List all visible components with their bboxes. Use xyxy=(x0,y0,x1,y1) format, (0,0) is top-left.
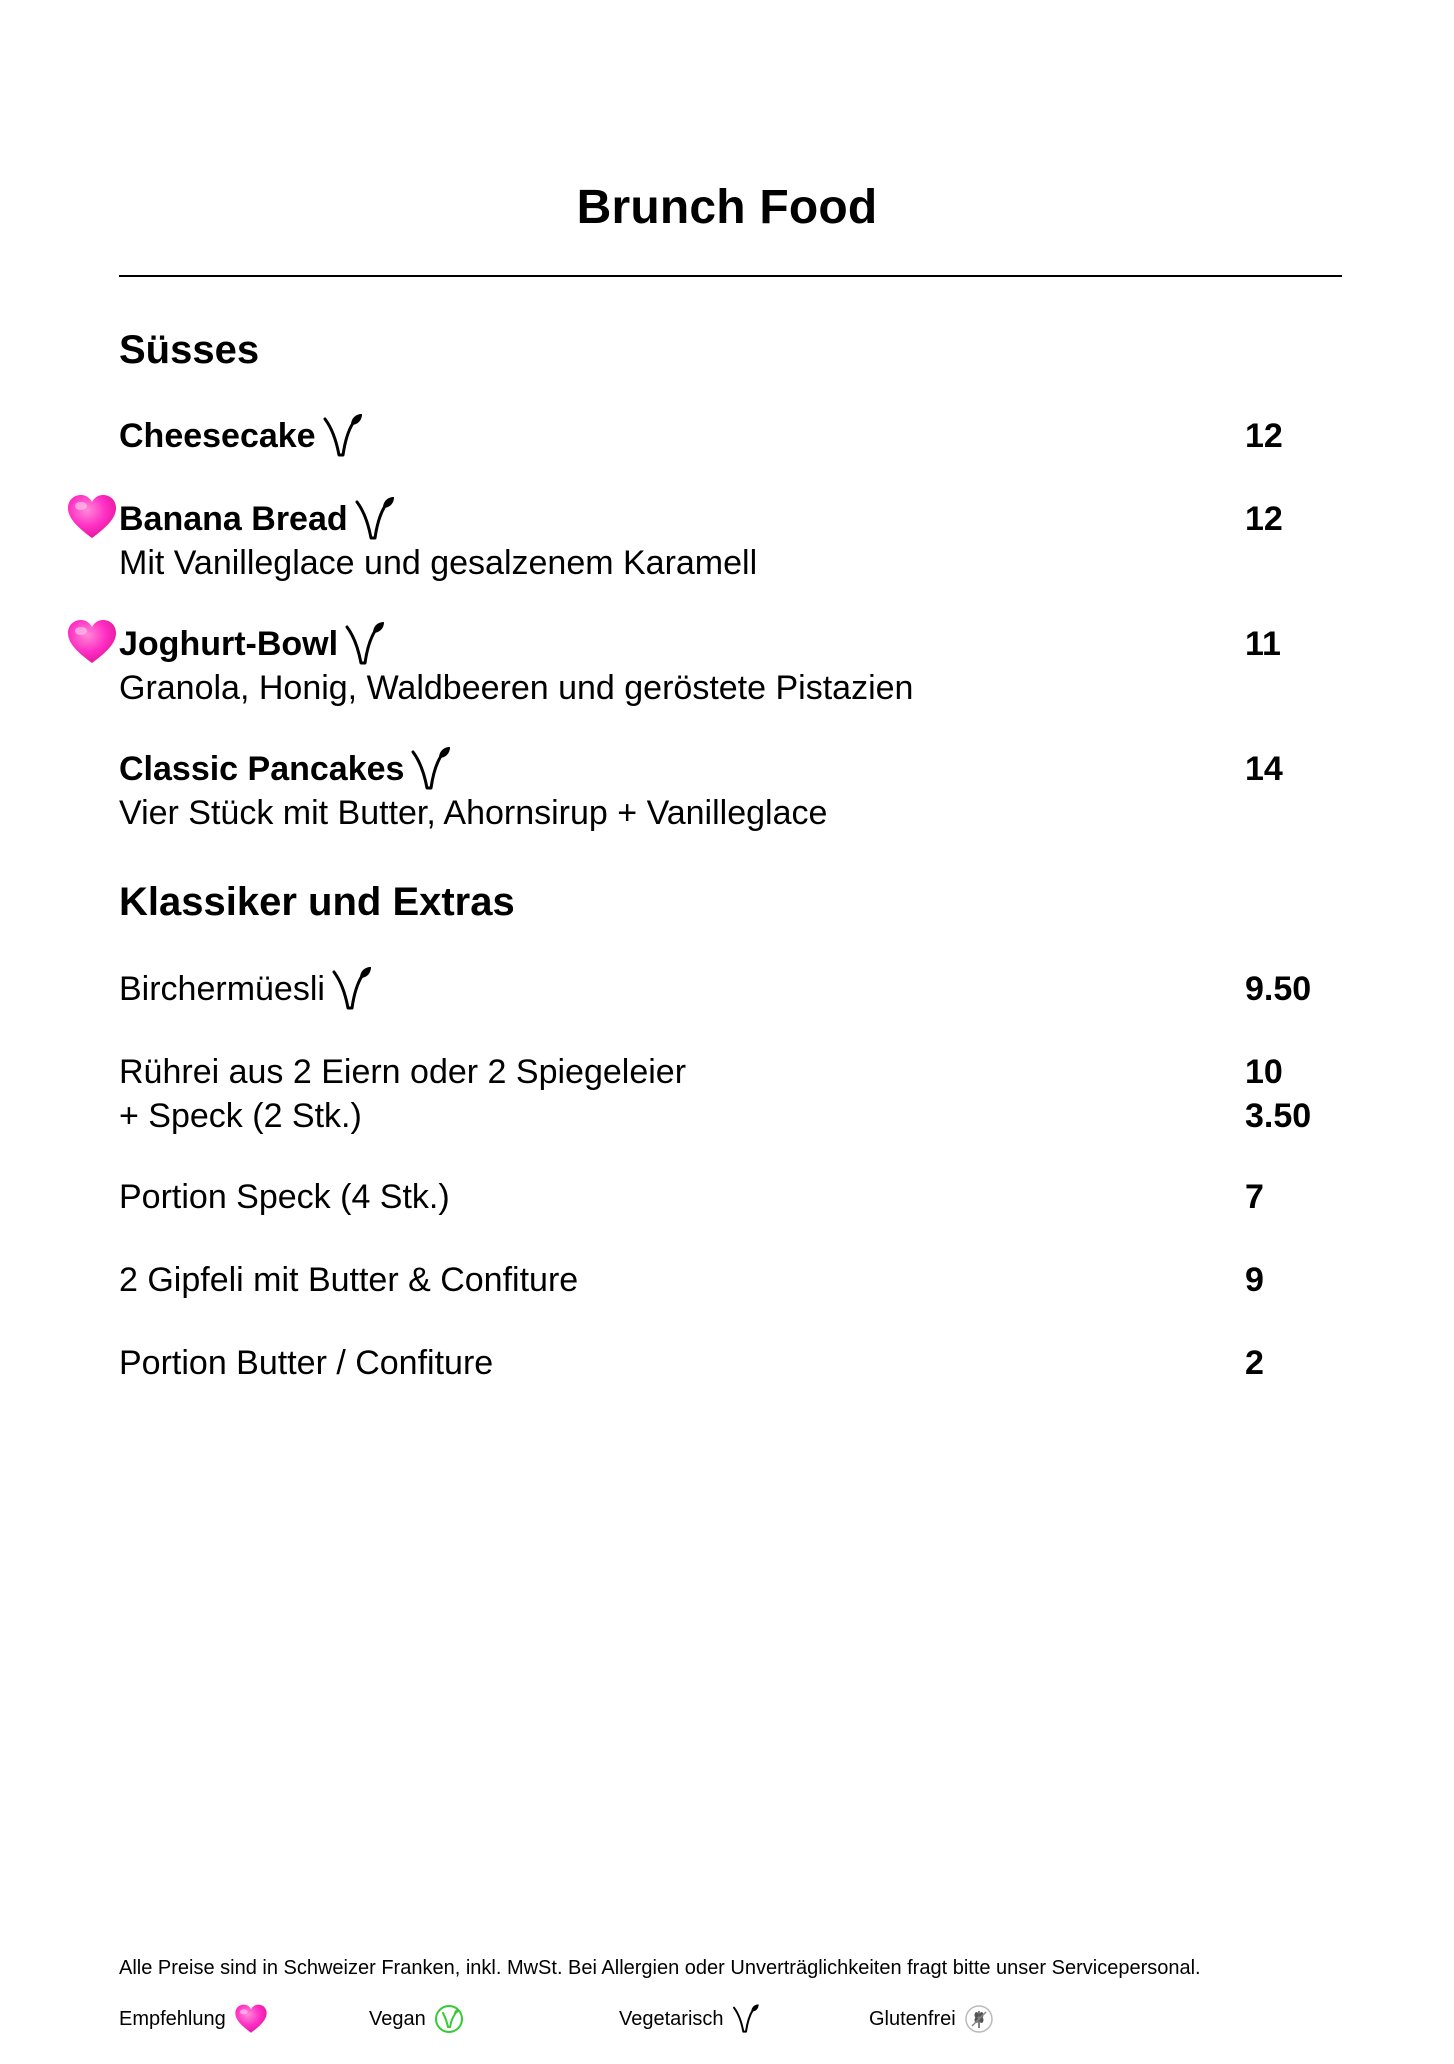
item-price: 12 xyxy=(1245,417,1283,455)
item-description: Granola, Honig, Waldbeeren und geröstete Pistazien xyxy=(119,669,914,707)
item-name: Rührei aus 2 Eiern oder 2 Spiegeleier xyxy=(119,1053,687,1091)
heart-icon xyxy=(234,2004,268,2034)
menu-item xyxy=(119,1050,1319,1138)
item-price: 14 xyxy=(1245,750,1283,788)
vegetarian-icon xyxy=(322,413,364,459)
section-heading-suesses: Süsses xyxy=(119,328,260,372)
menu-item xyxy=(119,497,1319,585)
vegetarian-icon xyxy=(410,746,452,792)
item-price: 9.50 xyxy=(1245,970,1312,1008)
item-name: Portion Butter / Confiture xyxy=(119,1344,494,1382)
vegetarian-icon xyxy=(344,621,386,667)
item-price: 10 xyxy=(1245,1053,1283,1091)
menu-item xyxy=(119,1341,1319,1385)
legend-label: Glutenfrei xyxy=(869,2007,956,2030)
item-name: Banana Bread xyxy=(119,500,348,538)
menu-item xyxy=(119,1258,1319,1302)
recommendation-heart-icon xyxy=(67,494,117,540)
menu-item xyxy=(119,622,1319,710)
item-price: 11 xyxy=(1245,625,1281,663)
item-price: 9 xyxy=(1245,1261,1264,1299)
vegetarian-icon xyxy=(732,2003,760,2035)
item-name: Birchermüesli xyxy=(119,970,325,1008)
item-extra-price: 3.50 xyxy=(1245,1097,1312,1135)
menu-item xyxy=(119,414,1319,458)
menu-item xyxy=(119,1175,1319,1219)
legend-vegetarian xyxy=(619,2002,760,2036)
legend-recommendation xyxy=(119,2002,268,2036)
item-extra: + Speck (2 Stk.) xyxy=(119,1097,362,1135)
item-name: 2 Gipfeli mit Butter & Confiture xyxy=(119,1261,579,1299)
item-name: Cheesecake xyxy=(119,417,316,455)
legend-label: Vegan xyxy=(369,2007,426,2030)
gluten-free-icon xyxy=(964,2004,994,2034)
item-name: Joghurt-Bowl xyxy=(119,625,339,663)
recommendation-heart-icon xyxy=(67,619,117,665)
legend-vegan xyxy=(369,2002,464,2036)
vegan-icon xyxy=(434,2004,464,2034)
legend-label: Vegetarisch xyxy=(619,2007,724,2030)
legend-label: Empfehlung xyxy=(119,2007,226,2030)
page-title: Brunch Food xyxy=(576,181,878,234)
section-heading-klassiker: Klassiker und Extras xyxy=(119,880,515,924)
menu-item xyxy=(119,967,1319,1011)
item-name: Portion Speck (4 Stk.) xyxy=(119,1178,450,1216)
title-divider xyxy=(119,275,1342,277)
item-description: Vier Stück mit Butter, Ahornsirup + Vanilleglace xyxy=(119,794,828,832)
footer-note: Alle Preise sind in Schweizer Franken, inkl. MwSt. Bei Allergien oder Unverträglichkeiten fragt bitte unser Servicepersonal. xyxy=(119,1957,1201,1979)
item-description: Mit Vanilleglace und gesalzenem Karamell xyxy=(119,544,758,582)
vegetarian-icon xyxy=(354,496,396,542)
vegetarian-icon xyxy=(331,966,373,1012)
item-price: 7 xyxy=(1245,1178,1264,1216)
menu-item xyxy=(119,747,1319,835)
item-price: 2 xyxy=(1245,1344,1264,1382)
item-price: 12 xyxy=(1245,500,1283,538)
item-name: Classic Pancakes xyxy=(119,750,405,788)
legend-gluten-free xyxy=(869,2002,994,2036)
